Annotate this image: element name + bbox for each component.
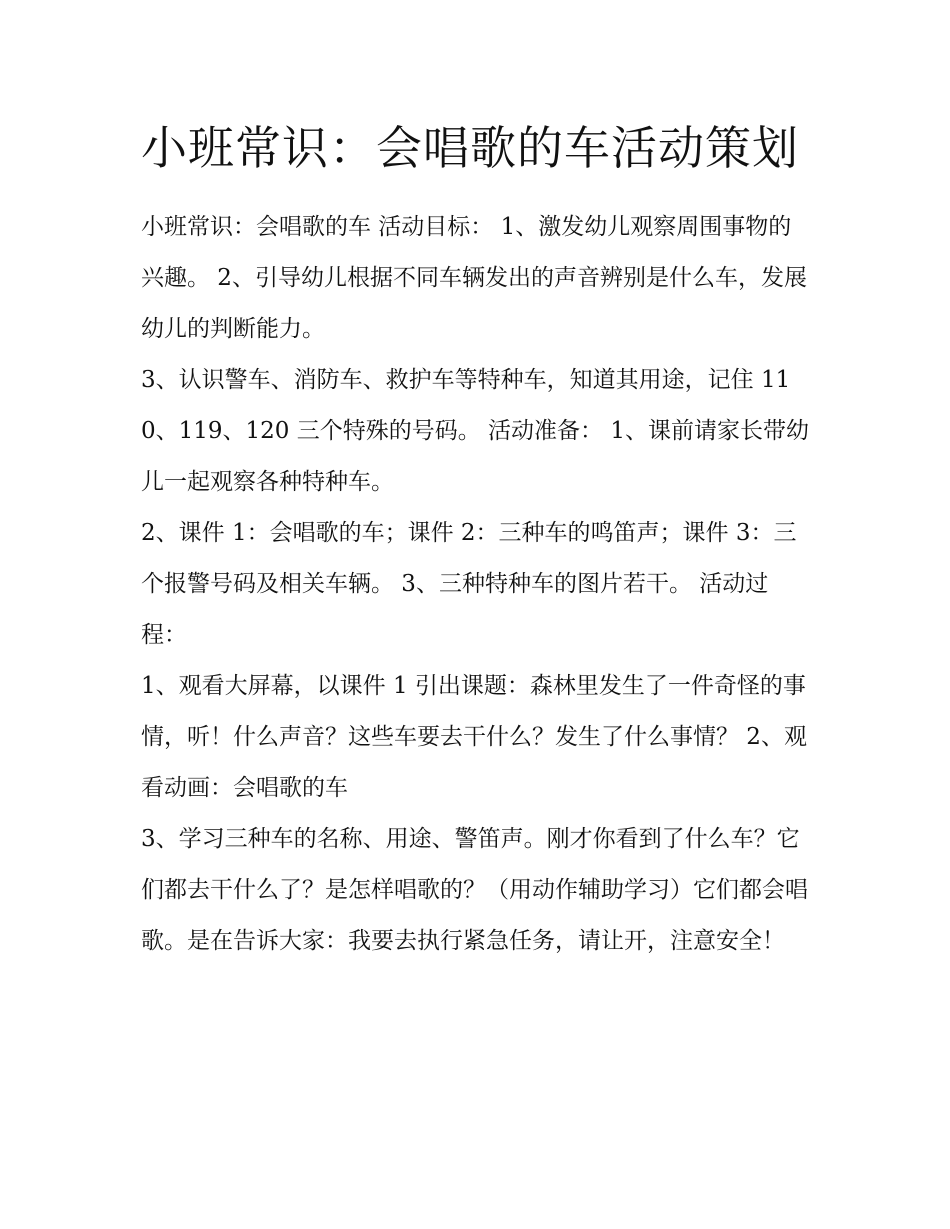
- paragraph-materials: 2、课件 1：会唱歌的车；课件 2：三种车的鸣笛声；课件 3：三个报警号码及相关车辆。 3、三种特种车的图片若干。 活动过程：: [141, 520, 797, 648]
- paragraph-process-step-3: 3、学习三种车的名称、用途、警笛声。刚才你看到了什么车？它们都去干什么了？是怎样唱歌的？（用动作辅助学习）它们都会唱歌。是在告诉大家：我要去执行紧急任务，请让开，注意安全！: [141, 826, 808, 954]
- paragraph-goals: 小班常识：会唱歌的车 活动目标： 1、激发幼儿观察周围事物的兴趣。 2、引导幼儿根据不同车辆发出的声音辨别是什么车，发展幼儿的判断能力。: [141, 214, 807, 342]
- document-title: 小班常识：会唱歌的车活动策划: [141, 121, 799, 175]
- document-body: [141, 112, 813, 967]
- paragraph-preparation: 3、认识警车、消防车、救护车等特种车，知道其用途，记住 110、119、120 三个特殊的号码。 活动准备： 1、课前请家长带幼儿一起观察各种特种车。: [141, 367, 809, 495]
- paragraph-process-step-1: 1、观看大屏幕，以课件 1 引出课题：森林里发生了一件奇怪的事情，听！什么声音？这些车要去干什么？发生了什么事情？ 2、观看动画：会唱歌的车: [141, 673, 807, 801]
